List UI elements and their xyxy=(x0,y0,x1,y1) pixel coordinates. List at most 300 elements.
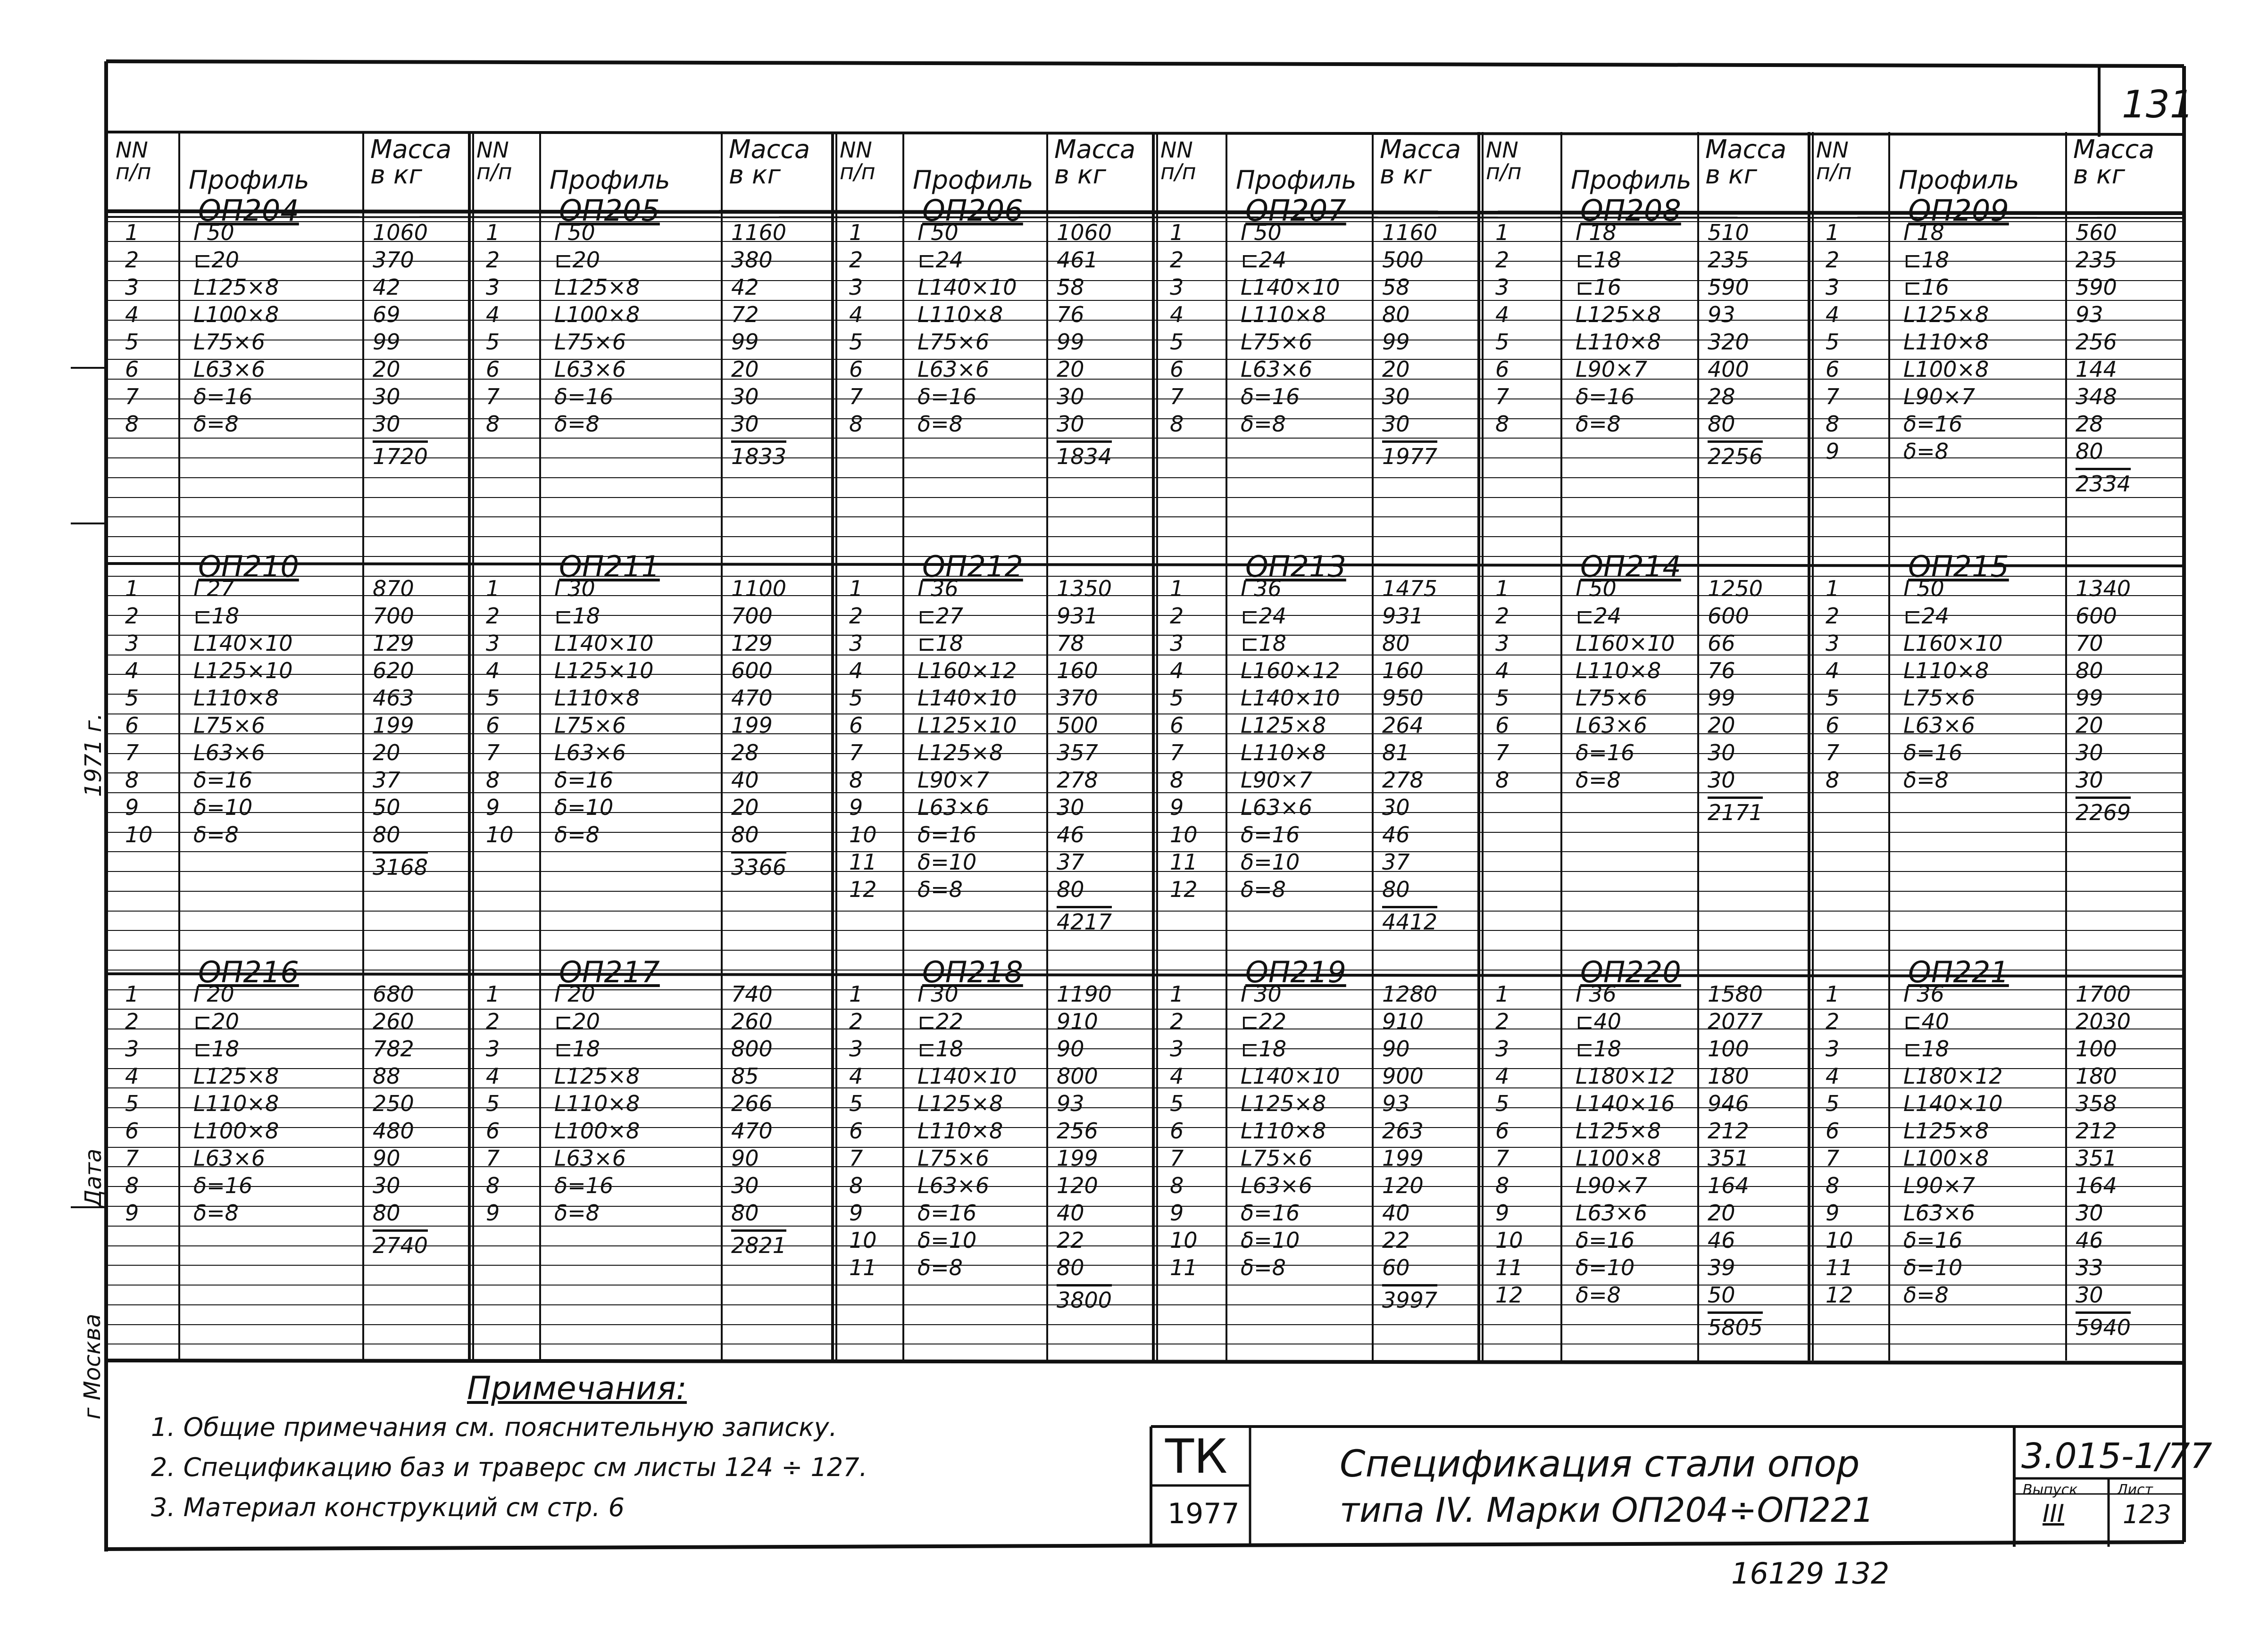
mass-cell: 99 xyxy=(2076,685,2103,711)
mass-cell: 910 xyxy=(1057,1009,1098,1034)
row-number: 6 xyxy=(1170,713,1184,738)
row-number: 8 xyxy=(849,411,863,437)
profile-cell: δ=10 xyxy=(193,795,253,820)
mass-cell: 160 xyxy=(1382,658,1424,683)
profile-cell: L125×8 xyxy=(554,1063,640,1089)
row-number: 2 xyxy=(486,247,500,273)
mass-cell: 1340 xyxy=(2076,576,2131,601)
mass-cell: 99 xyxy=(731,329,759,355)
profile-cell: ⊏22 xyxy=(917,1009,964,1034)
row-number: 1 xyxy=(125,981,139,1007)
row-number: 4 xyxy=(849,1063,863,1089)
row-number: 2 xyxy=(1495,603,1509,629)
mass-cell: 264 xyxy=(1382,713,1424,738)
profile-cell: L63×6 xyxy=(917,795,989,820)
profile-cell: δ=8 xyxy=(554,1200,600,1226)
mass-cell: 99 xyxy=(1382,329,1410,355)
row-number: 5 xyxy=(486,329,500,355)
row-number: 5 xyxy=(125,1091,139,1116)
header-mass: Масса в кг xyxy=(1380,134,1461,190)
row-number: 8 xyxy=(125,1173,139,1198)
profile-cell: L75×6 xyxy=(1241,1145,1312,1171)
mass-cell: 500 xyxy=(1382,247,1424,273)
header-profile: Профиль xyxy=(1236,165,1357,195)
profile-cell: δ=10 xyxy=(1241,1228,1300,1253)
mass-cell: 461 xyxy=(1057,247,1098,273)
mass-cell: 1475 xyxy=(1382,576,1438,601)
mass-cell: 320 xyxy=(1708,329,1749,355)
profile-cell: δ=8 xyxy=(193,411,239,437)
mass-cell: 620 xyxy=(373,658,414,683)
total-mass: 1834 xyxy=(1057,440,1112,469)
row-number: 6 xyxy=(1495,357,1509,382)
profile-cell: L75×6 xyxy=(917,329,989,355)
profile-cell: I 50 xyxy=(1903,576,1944,601)
profile-cell: L110×8 xyxy=(554,1091,640,1116)
profile-cell: δ=10 xyxy=(554,795,614,820)
mark-label: ОП217 xyxy=(559,955,660,989)
profile-cell: L63×6 xyxy=(554,1145,626,1171)
total-mass: 2740 xyxy=(373,1229,428,1258)
mass-cell: 93 xyxy=(1708,302,1735,327)
header-bottom xyxy=(106,211,2184,213)
profile-cell: ⊏24 xyxy=(917,247,964,273)
row-number: 2 xyxy=(1170,603,1184,629)
row-number: 1 xyxy=(125,576,139,601)
mass-cell: 30 xyxy=(2076,1282,2103,1308)
mass-cell: 85 xyxy=(731,1063,759,1089)
row-number: 2 xyxy=(1495,1009,1509,1034)
mass-cell: 80 xyxy=(373,1200,400,1226)
profile-cell: L63×6 xyxy=(917,357,989,382)
profile-cell: L110×8 xyxy=(917,302,1003,327)
row-number: 1 xyxy=(1170,220,1184,245)
row-number: 2 xyxy=(849,1009,863,1034)
row-number: 8 xyxy=(125,767,139,793)
row-number: 6 xyxy=(1495,1118,1509,1144)
profile-cell: I 36 xyxy=(1241,576,1282,601)
row-number: 7 xyxy=(849,384,863,409)
margin-city: г Москва xyxy=(79,1313,106,1419)
mass-cell: 370 xyxy=(1057,685,1098,711)
row-number: 7 xyxy=(849,1145,863,1171)
profile-cell: δ=16 xyxy=(1241,822,1300,847)
mass-cell: 80 xyxy=(731,1200,759,1226)
profile-cell: L125×8 xyxy=(554,274,640,300)
stamp-title-line2: типа IV. Марки ОП204÷ОП221 xyxy=(1340,1490,1874,1530)
row-number: 3 xyxy=(125,1036,139,1062)
profile-cell: L160×10 xyxy=(1903,630,2003,656)
mass-cell: 380 xyxy=(731,247,773,273)
mass-cell: 90 xyxy=(373,1145,400,1171)
profile-cell: L90×7 xyxy=(1903,384,1975,409)
mass-cell: 348 xyxy=(2076,384,2117,409)
total-mass: 5805 xyxy=(1708,1311,1763,1340)
profile-cell: ⊏20 xyxy=(554,1009,600,1034)
row-number: 7 xyxy=(1495,384,1509,409)
mass-cell: 46 xyxy=(1708,1228,1735,1253)
stamp-year: 1977 xyxy=(1167,1497,1240,1530)
profile-cell: δ=8 xyxy=(917,877,963,902)
profile-cell: L180×12 xyxy=(1576,1063,1675,1089)
row-number: 7 xyxy=(486,1145,500,1171)
row-number: 5 xyxy=(1495,329,1509,355)
profile-cell: L75×6 xyxy=(1903,685,1975,711)
row-number: 5 xyxy=(1826,1091,1840,1116)
row-number: 7 xyxy=(1826,1145,1840,1171)
archive-number: 16129 132 xyxy=(1731,1556,1890,1591)
mass-cell: 30 xyxy=(1708,767,1735,793)
profile-cell: L100×8 xyxy=(554,302,640,327)
profile-cell: ⊏27 xyxy=(917,603,964,629)
profile-cell: L75×6 xyxy=(193,329,265,355)
mass-cell: 39 xyxy=(1708,1255,1735,1280)
profile-cell: L63×6 xyxy=(554,740,626,765)
mass-cell: 129 xyxy=(731,630,773,656)
profile-cell: δ=16 xyxy=(193,384,253,409)
mass-cell: 30 xyxy=(1057,384,1084,409)
total-mass: 4217 xyxy=(1057,906,1112,935)
total-mass: 1977 xyxy=(1382,440,1437,469)
profile-cell: I 20 xyxy=(193,981,234,1007)
profile-cell: I 18 xyxy=(1576,220,1617,245)
row-number: 4 xyxy=(1170,302,1184,327)
profile-cell: L63×6 xyxy=(193,740,265,765)
mass-cell: 199 xyxy=(373,713,414,738)
header-num: NN п/п xyxy=(1816,137,1852,184)
mass-cell: 46 xyxy=(1057,822,1084,847)
row-number: 4 xyxy=(849,658,863,683)
mass-cell: 351 xyxy=(2076,1145,2117,1171)
mass-cell: 50 xyxy=(1708,1282,1735,1308)
total-mass: 3997 xyxy=(1382,1284,1437,1313)
profile-cell: δ=16 xyxy=(917,1200,977,1226)
mass-cell: 950 xyxy=(1382,685,1424,711)
row-number: 12 xyxy=(1495,1282,1523,1308)
mass-cell: 212 xyxy=(2076,1118,2117,1144)
row-number: 1 xyxy=(1170,576,1184,601)
mass-cell: 1160 xyxy=(1382,220,1438,245)
profile-cell: δ=16 xyxy=(1576,384,1635,409)
row-number: 7 xyxy=(125,1145,139,1171)
frame-top xyxy=(106,61,2184,66)
row-number: 2 xyxy=(849,603,863,629)
header-profile: Профиль xyxy=(189,165,309,195)
row-number: 8 xyxy=(1495,411,1509,437)
mass-cell: 78 xyxy=(1057,630,1084,656)
mass-cell: 30 xyxy=(2076,740,2103,765)
header-profile: Профиль xyxy=(1571,165,1692,195)
profile-cell: L125×8 xyxy=(1903,302,1989,327)
row-number: 5 xyxy=(1495,1091,1509,1116)
row-number: 9 xyxy=(125,1200,139,1226)
mark-label: ОП213 xyxy=(1245,549,1346,584)
profile-cell: L140×10 xyxy=(1241,274,1340,300)
profile-cell: ⊏24 xyxy=(1903,603,1950,629)
row-number: 6 xyxy=(486,713,500,738)
header-mass: Масса в кг xyxy=(1705,134,1787,190)
row-number: 7 xyxy=(1495,1145,1509,1171)
row-number: 10 xyxy=(1170,1228,1198,1253)
profile-cell: ⊏18 xyxy=(1241,630,1287,656)
mass-cell: 870 xyxy=(373,576,414,601)
header-mass: Масса в кг xyxy=(2073,134,2155,190)
row-number: 3 xyxy=(125,630,139,656)
profile-cell: δ=16 xyxy=(1903,1228,1963,1253)
profile-cell: I 50 xyxy=(917,220,959,245)
row-number: 5 xyxy=(1495,685,1509,711)
profile-cell: L140×16 xyxy=(1576,1091,1675,1116)
profile-cell: L63×6 xyxy=(1241,795,1312,820)
total-mass: 5940 xyxy=(2076,1311,2131,1340)
row-number: 7 xyxy=(1170,1145,1184,1171)
row-number: 2 xyxy=(125,603,139,629)
mass-cell: 30 xyxy=(373,411,400,437)
profile-cell: L100×8 xyxy=(1576,1145,1661,1171)
profile-cell: I 27 xyxy=(193,576,234,601)
mark-label: ОП205 xyxy=(559,193,660,228)
row-number: 6 xyxy=(849,713,863,738)
mass-cell: 1160 xyxy=(731,220,787,245)
mass-cell: 278 xyxy=(1382,767,1424,793)
row-number: 10 xyxy=(486,822,514,847)
row-number: 3 xyxy=(486,274,500,300)
mass-cell: 88 xyxy=(373,1063,400,1089)
sheet-number: 131 xyxy=(2122,83,2194,126)
mass-cell: 28 xyxy=(731,740,759,765)
mass-cell: 80 xyxy=(2076,658,2103,683)
profile-cell: L63×6 xyxy=(1241,357,1312,382)
row-number: 8 xyxy=(1170,767,1184,793)
mass-cell: 80 xyxy=(1382,877,1410,902)
mass-cell: 80 xyxy=(373,822,400,847)
row-number: 6 xyxy=(1826,357,1840,382)
profile-cell: L125×8 xyxy=(1241,1091,1326,1116)
row-number: 8 xyxy=(1826,1173,1840,1198)
mass-cell: 40 xyxy=(1382,1200,1410,1226)
profile-cell: δ=8 xyxy=(554,411,600,437)
profile-cell: ⊏18 xyxy=(917,1036,964,1062)
profile-cell: ⊏40 xyxy=(1903,1009,1950,1034)
profile-cell: δ=16 xyxy=(1903,740,1963,765)
row-number: 3 xyxy=(1170,630,1184,656)
row-number: 1 xyxy=(1495,220,1509,245)
profile-cell: L140×10 xyxy=(917,1063,1017,1089)
row-number: 6 xyxy=(125,1118,139,1144)
mass-cell: 680 xyxy=(373,981,414,1007)
profile-cell: L140×10 xyxy=(1241,1063,1340,1089)
row-number: 8 xyxy=(1826,411,1840,437)
mass-cell: 80 xyxy=(1708,411,1735,437)
profile-cell: L125×8 xyxy=(917,740,1003,765)
profile-cell: L75×6 xyxy=(554,329,626,355)
row-number: 4 xyxy=(1495,302,1509,327)
mass-cell: 30 xyxy=(1382,411,1410,437)
mass-cell: 260 xyxy=(731,1009,773,1034)
mark-label: ОП207 xyxy=(1245,193,1346,228)
header-profile: Профиль xyxy=(550,165,670,195)
mass-cell: 46 xyxy=(2076,1228,2103,1253)
profile-cell: δ=16 xyxy=(1576,1228,1635,1253)
note-item: 1. Общие примечания см. пояснительную записку. xyxy=(151,1412,837,1442)
row-number: 2 xyxy=(125,1009,139,1034)
mass-cell: 40 xyxy=(731,767,759,793)
row-number: 8 xyxy=(849,1173,863,1198)
mass-cell: 22 xyxy=(1057,1228,1084,1253)
block-separator xyxy=(106,974,2184,976)
row-number: 1 xyxy=(849,576,863,601)
profile-cell: L125×10 xyxy=(554,658,654,683)
mass-cell: 129 xyxy=(373,630,414,656)
row-number: 3 xyxy=(1495,1036,1509,1062)
row-number: 4 xyxy=(849,302,863,327)
profile-cell: ⊏18 xyxy=(1903,1036,1950,1062)
mass-cell: 80 xyxy=(2076,439,2103,464)
header-mass: Масса в кг xyxy=(1054,134,1136,190)
row-number: 1 xyxy=(849,981,863,1007)
profile-cell: L180×12 xyxy=(1903,1063,2003,1089)
profile-cell: L140×10 xyxy=(1903,1091,2003,1116)
profile-cell: L110×8 xyxy=(1576,658,1661,683)
mass-cell: 37 xyxy=(1382,849,1410,875)
row-number: 2 xyxy=(1170,247,1184,273)
mass-cell: 72 xyxy=(731,302,759,327)
header-bottom-2 xyxy=(106,217,2184,218)
total-mass: 4412 xyxy=(1382,906,1437,935)
row-number: 7 xyxy=(125,740,139,765)
total-mass: 3168 xyxy=(373,851,428,880)
row-number: 4 xyxy=(1826,1063,1840,1089)
mark-label: ОП208 xyxy=(1580,193,1681,228)
profile-cell: ⊏18 xyxy=(1903,247,1950,273)
row-number: 6 xyxy=(849,357,863,382)
mass-cell: 60 xyxy=(1382,1255,1410,1280)
profile-cell: L125×8 xyxy=(1903,1118,1989,1144)
mass-cell: 590 xyxy=(1708,274,1749,300)
stamp-org: ТК xyxy=(1165,1429,1228,1484)
mass-cell: 37 xyxy=(1057,849,1084,875)
mass-cell: 800 xyxy=(731,1036,773,1062)
stamp-issue-label: Выпуск xyxy=(2023,1482,2078,1498)
profile-cell: L63×6 xyxy=(554,357,626,382)
header-num: NN п/п xyxy=(840,137,876,184)
row-number: 4 xyxy=(1170,658,1184,683)
mass-cell: 30 xyxy=(1382,795,1410,820)
profile-cell: L63×6 xyxy=(193,1145,265,1171)
row-number: 5 xyxy=(849,329,863,355)
profile-cell: L75×6 xyxy=(917,1145,989,1171)
header-num: NN п/п xyxy=(116,137,151,184)
row-number: 1 xyxy=(849,220,863,245)
mass-cell: 931 xyxy=(1057,603,1098,629)
mass-cell: 80 xyxy=(1057,877,1084,902)
stamp-sheet-label: Лист xyxy=(2117,1482,2153,1498)
profile-cell: I 36 xyxy=(1903,981,1944,1007)
mass-cell: 370 xyxy=(373,247,414,273)
row-number: 7 xyxy=(1495,740,1509,765)
profile-cell: ⊏24 xyxy=(1576,603,1622,629)
mass-cell: 40 xyxy=(1057,1200,1084,1226)
row-number: 5 xyxy=(849,1091,863,1116)
mass-cell: 99 xyxy=(1708,685,1735,711)
row-number: 8 xyxy=(486,767,500,793)
mark-label: ОП220 xyxy=(1580,955,1681,989)
row-number: 10 xyxy=(1170,822,1198,847)
profile-cell: L75×6 xyxy=(1576,685,1647,711)
mass-cell: 90 xyxy=(731,1145,759,1171)
row-number: 1 xyxy=(1826,981,1840,1007)
row-number: 8 xyxy=(486,411,500,437)
total-mass: 2256 xyxy=(1708,440,1763,469)
mass-cell: 590 xyxy=(2076,274,2117,300)
mass-cell: 93 xyxy=(2076,302,2103,327)
mass-cell: 351 xyxy=(1708,1145,1749,1171)
profile-cell: I 18 xyxy=(1903,220,1944,245)
mark-label: ОП211 xyxy=(559,549,660,584)
row-number: 12 xyxy=(1826,1282,1853,1308)
row-number: 5 xyxy=(1170,1091,1184,1116)
profile-cell: ⊏20 xyxy=(193,247,240,273)
mass-cell: 199 xyxy=(1382,1145,1424,1171)
mass-cell: 93 xyxy=(1057,1091,1084,1116)
row-number: 1 xyxy=(486,981,500,1007)
row-number: 5 xyxy=(486,685,500,711)
row-number: 4 xyxy=(486,1063,500,1089)
mass-cell: 931 xyxy=(1382,603,1424,629)
profile-cell: δ=8 xyxy=(1576,1282,1621,1308)
profile-cell: L125×10 xyxy=(917,713,1017,738)
stamp-sheet: 123 xyxy=(2123,1500,2172,1529)
mass-cell: 600 xyxy=(2076,603,2117,629)
header-mass: Масса в кг xyxy=(729,134,810,190)
frame-bottom xyxy=(106,1542,2184,1549)
profile-cell: δ=10 xyxy=(1241,849,1300,875)
mass-cell: 76 xyxy=(1057,302,1084,327)
profile-cell: δ=16 xyxy=(1241,1200,1300,1226)
row-number: 8 xyxy=(125,411,139,437)
profile-cell: L63×6 xyxy=(1576,713,1647,738)
profile-cell: L110×8 xyxy=(554,685,640,711)
row-number: 7 xyxy=(486,384,500,409)
row-number: 4 xyxy=(125,1063,139,1089)
total-mass: 1833 xyxy=(731,440,786,469)
row-number: 3 xyxy=(1170,1036,1184,1062)
profile-cell: L75×6 xyxy=(1241,329,1312,355)
row-number: 2 xyxy=(1826,1009,1840,1034)
mark-label: ОП219 xyxy=(1245,955,1346,989)
mass-cell: 1060 xyxy=(373,220,428,245)
mass-cell: 30 xyxy=(2076,767,2103,793)
row-number: 9 xyxy=(849,1200,863,1226)
row-number: 5 xyxy=(1826,685,1840,711)
row-number: 4 xyxy=(486,658,500,683)
row-number: 1 xyxy=(1170,981,1184,1007)
row-number: 9 xyxy=(1826,1200,1840,1226)
row-number: 3 xyxy=(1495,274,1509,300)
profile-cell: L110×8 xyxy=(1903,329,1989,355)
row-number: 2 xyxy=(1826,247,1840,273)
row-number: 3 xyxy=(1826,274,1840,300)
total-mass: 3366 xyxy=(731,851,786,880)
profile-cell: I 30 xyxy=(1241,981,1282,1007)
row-number: 11 xyxy=(1170,1255,1198,1280)
mass-cell: 250 xyxy=(373,1091,414,1116)
mass-cell: 42 xyxy=(373,274,400,300)
profile-cell: δ=8 xyxy=(1576,767,1621,793)
mass-cell: 500 xyxy=(1057,713,1098,738)
row-number: 6 xyxy=(1170,1118,1184,1144)
row-number: 4 xyxy=(1495,1063,1509,1089)
